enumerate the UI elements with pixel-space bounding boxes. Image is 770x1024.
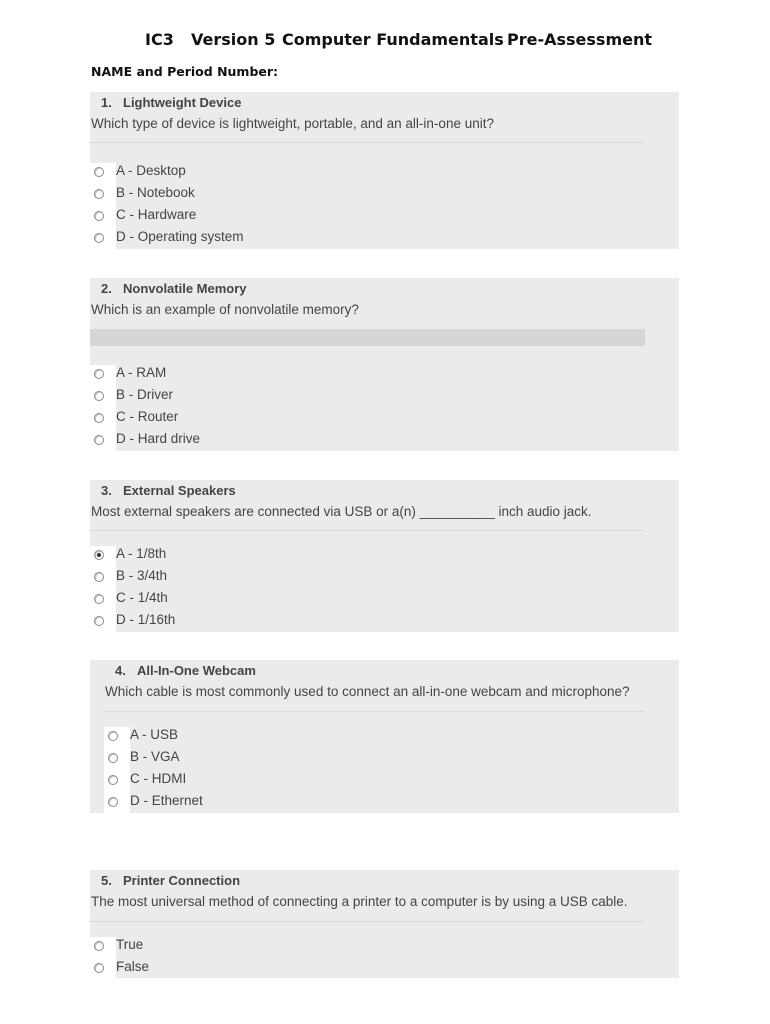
radio-3a[interactable]	[94, 550, 104, 560]
radio-1a[interactable]	[94, 167, 104, 177]
header-assessment: Pre-Assessment	[507, 30, 652, 49]
option-3a-label: A - 1/8th	[116, 546, 167, 561]
radio-1d[interactable]	[94, 233, 104, 243]
name-period-label: NAME and Period Number:	[91, 64, 279, 79]
header-version: Version 5	[191, 30, 276, 49]
option-3b-label: B - 3/4th	[116, 568, 168, 583]
radio-3c[interactable]	[94, 594, 104, 604]
question-2-title	[101, 281, 247, 296]
option-2c-label: C - Router	[116, 409, 179, 424]
question-3-divider	[90, 530, 644, 531]
radio-5-true[interactable]	[94, 941, 104, 951]
question-3-text: Most external speakers are connected via USB or a(n) __________ inch audio jack.	[91, 504, 592, 519]
option-5-false-label: False	[116, 959, 150, 974]
radio-2a[interactable]	[94, 369, 104, 379]
option-4b-label: B - VGA	[130, 749, 180, 764]
question-1-text: Which type of device is lightweight, portable, and an all-in-one unit?	[91, 116, 494, 131]
header-subject: Computer Fundamentals	[282, 30, 504, 49]
option-4c-label: C - HDMI	[130, 771, 187, 786]
radio-2c[interactable]	[94, 413, 104, 423]
option-2d-label: D - Hard drive	[116, 431, 201, 446]
question-1	[90, 92, 679, 249]
option-4d-label: D - Ethernet	[130, 793, 203, 808]
question-5-number: 5.	[101, 873, 112, 888]
question-3-title-text: External Speakers	[123, 483, 236, 498]
question-5-text: The most universal method of connecting a printer to a computer is by using a USB cable.	[91, 894, 628, 909]
question-2-text: Which is an example of nonvolatile memory?	[91, 302, 359, 317]
radio-4c[interactable]	[108, 775, 118, 785]
question-3-title	[101, 483, 236, 498]
option-5-true-label: True	[116, 937, 144, 952]
question-4-title	[115, 663, 256, 678]
question-3	[90, 480, 679, 632]
question-1-number: 1.	[101, 95, 112, 110]
radio-4b[interactable]	[108, 753, 118, 763]
question-1-title	[101, 95, 241, 110]
option-1c-label: C - Hardware	[116, 207, 197, 222]
radio-2b[interactable]	[94, 391, 104, 401]
question-2	[90, 278, 679, 451]
radio-1b[interactable]	[94, 189, 104, 199]
radio-2d[interactable]	[94, 435, 104, 445]
question-2-number: 2.	[101, 281, 112, 296]
option-4a-label: A - USB	[130, 727, 179, 742]
question-5	[90, 870, 679, 978]
radio-4a[interactable]	[108, 731, 118, 741]
question-5-title-text: Printer Connection	[123, 873, 241, 888]
radio-5-false[interactable]	[94, 963, 104, 973]
question-4-text: Which cable is most commonly used to connect an all-in-one webcam and microphone?	[105, 684, 630, 699]
option-1a-label: A - Desktop	[116, 163, 186, 178]
radio-3b[interactable]	[94, 572, 104, 582]
radio-4d[interactable]	[108, 797, 118, 807]
question-5-title	[101, 873, 240, 888]
question-2-shaded-bar	[90, 329, 645, 346]
radio-1c[interactable]	[94, 211, 104, 221]
question-4-divider	[104, 711, 645, 712]
header-course: IC3	[145, 30, 174, 49]
option-3c-label: C - 1/4th	[116, 590, 168, 605]
option-1d-label: D - Operating system	[116, 229, 244, 244]
question-1-title-text: Lightweight Device	[123, 95, 242, 110]
option-2a-label: A - RAM	[116, 365, 167, 380]
question-4-title-text: All-In-One Webcam	[137, 663, 256, 678]
option-3d-label: D - 1/16th	[116, 612, 176, 627]
question-3-number: 3.	[101, 483, 112, 498]
question-5-divider	[90, 921, 644, 922]
question-1-divider	[90, 142, 644, 143]
radio-3d[interactable]	[94, 616, 104, 626]
option-2b-label: B - Driver	[116, 387, 173, 402]
question-2-title-text: Nonvolatile Memory	[123, 281, 247, 296]
option-1b-label: B - Notebook	[116, 185, 195, 200]
question-4	[90, 660, 679, 813]
question-4-number: 4.	[115, 663, 126, 678]
